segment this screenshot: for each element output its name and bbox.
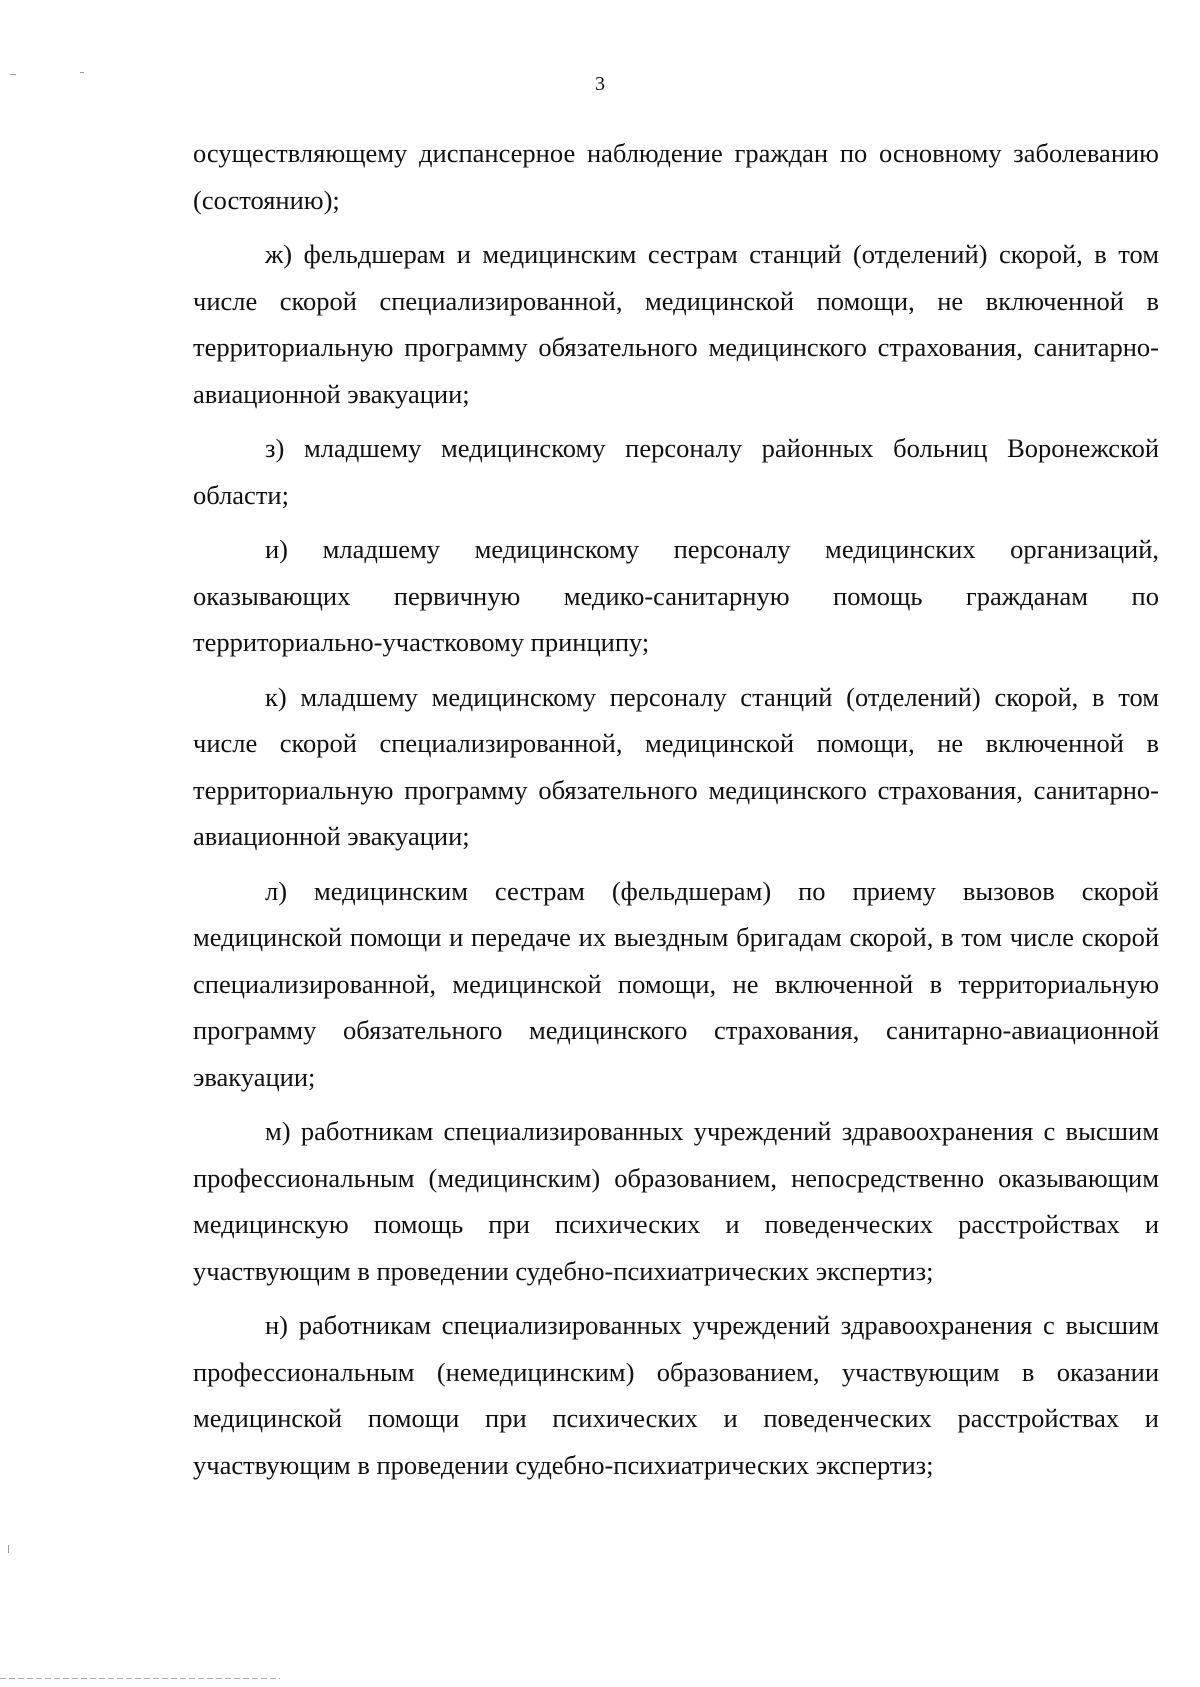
paragraph-item-m: м) работникам специализированных учреждений здравоохранения с высшим профессиональным (медицинским) образованием, непосредственно оказывающим медицинскую помощь при психических и поведенческих расстройствах и участвующим в проведении судебно-психиатрических экспертиз; [193, 1116, 1159, 1286]
paragraph-item-l: л) медицинским сестрам (фельдшерам) по приему вызовов скорой медицинской помощи и передаче их выездным бригадам скорой, в том числе скорой специализированной, медицинской помощи, не включенной в территориальную программу обязательного медицинского страхования, санитарно-авиационной эвакуации; [193, 875, 1159, 1092]
scan-mark-top-left [10, 74, 16, 75]
document-body [193, 130, 1159, 1488]
scan-mark-left-margin [8, 1545, 9, 1553]
paragraph-item-z: з) младшему медицинскому персоналу районных больниц Воронежской области; [193, 433, 1159, 510]
paragraph-continuation: осуществляющему диспансерное наблюдение граждан по основному заболеванию (состоянию); [193, 138, 1159, 215]
paragraph-item-n: н) работникам специализированных учреждений здравоохранения с высшим профессиональным (немедицинским) образованием, участвующим в оказании медицинской помощи при психических и поведенческих расстройствах и участвующим в проведении судебно-психиатрических экспертиз; [193, 1310, 1159, 1480]
paragraph-item-k: к) младшему медицинскому персоналу станций (отделений) скорой, в том числе скорой специализированной, медицинской помощи, не включенной в территориальную программу обязательного медицинского страхования, санитарно-авиационной эвакуации; [193, 681, 1159, 851]
scan-bottom-edge [0, 1678, 280, 1679]
paragraph-item-zh: ж) фельдшерам и медицинским сестрам станций (отделений) скорой, в том числе скорой специализированной, медицинской помощи, не включенной в территориальную программу обязательного медицинского страхования, санитарно-авиационной эвакуации; [193, 239, 1159, 409]
scan-mark-top-left-2 [80, 72, 84, 73]
page-number: 3 [595, 73, 605, 95]
paragraph-item-i: и) младшему медицинскому персоналу медицинских организаций, оказывающих первичную медико-санитарную помощь гражданам по территориально-участковому принципу; [193, 534, 1159, 657]
